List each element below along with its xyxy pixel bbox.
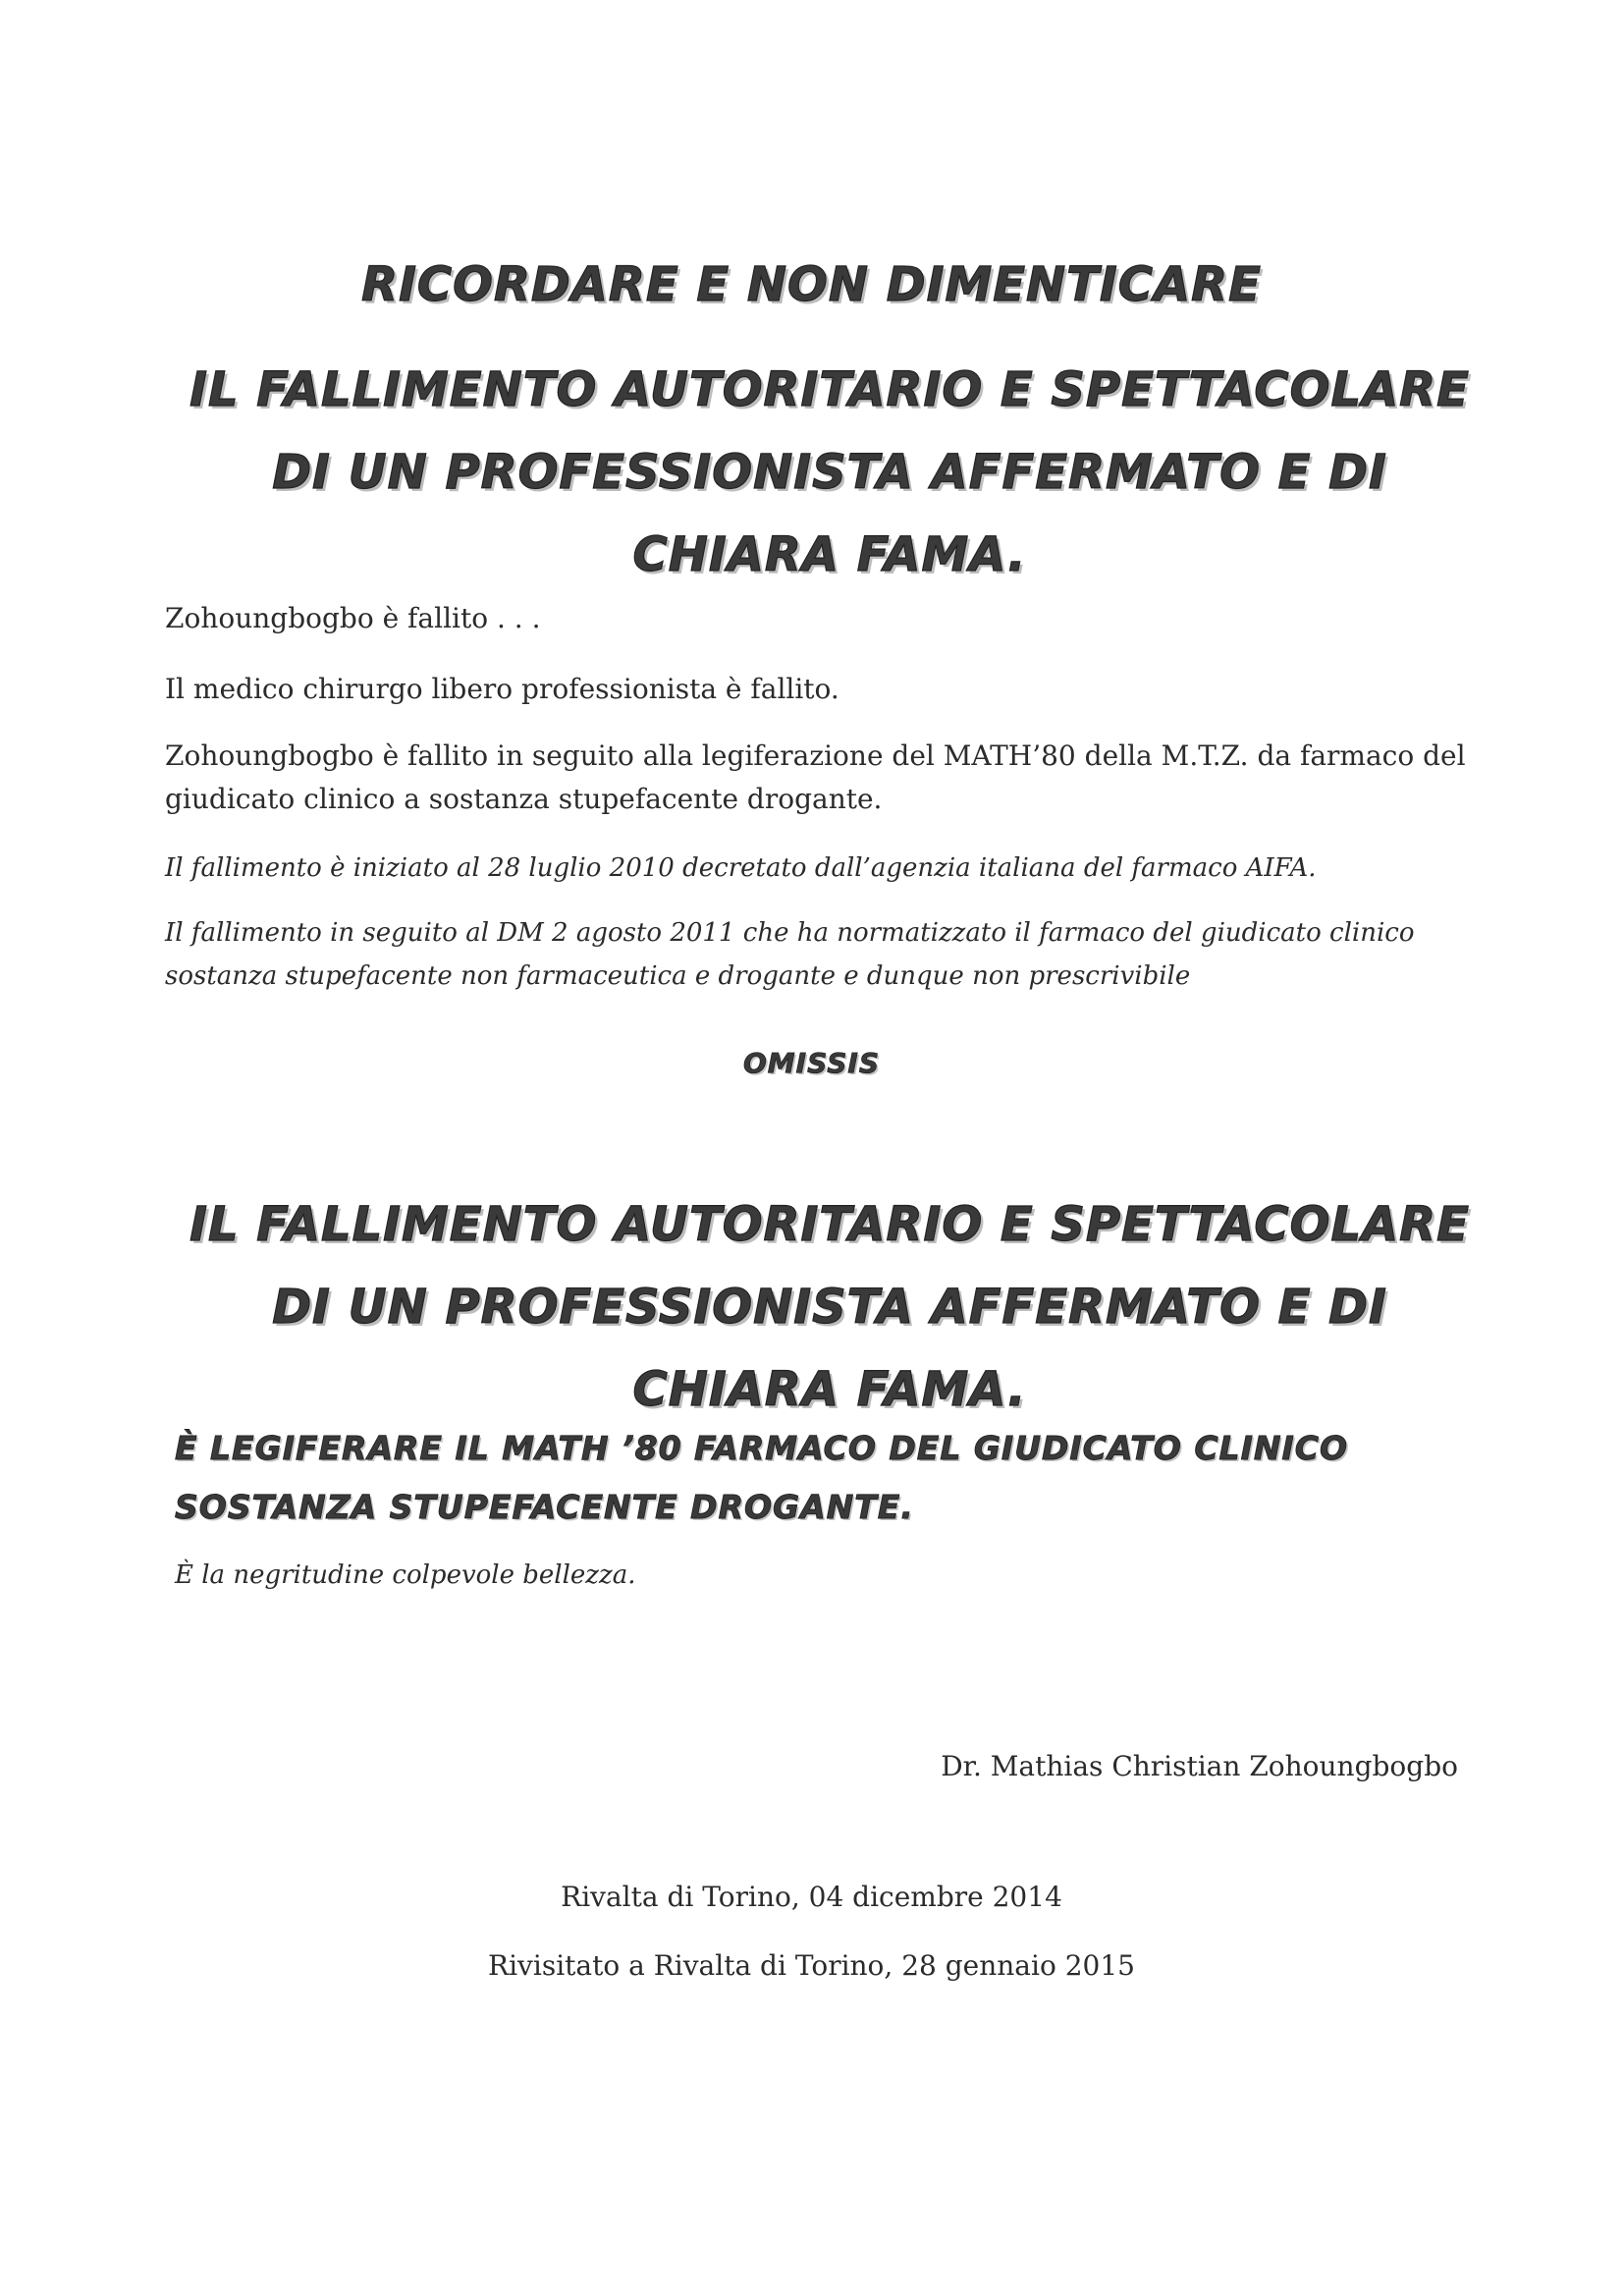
signature: Dr. Mathias Christian Zohoungbogbo xyxy=(941,1750,1458,1782)
paragraph-1: Zohoungbogbo è fallito . . . xyxy=(165,602,541,634)
paragraph-4: Il fallimento è iniziato al 28 luglio 2010 decretato dall’agenzia italiana del farmaco AIFA. xyxy=(165,853,1317,883)
omissis-label: OMISSIS xyxy=(742,1047,880,1079)
paragraph-2: Il medico chirurgo libero professionista è fallito. xyxy=(165,673,839,705)
subheading: È LEGIFERARE IL MATH ’80 FARMACO DEL GIUDICATO CLINICO SOSTANZA STUPEFACENTE DROGANTE. xyxy=(175,1429,1349,1526)
revision-date: Rivisitato a Rivalta di Torino, 28 gennaio 2015 xyxy=(488,1949,1135,1982)
paragraph-3: Zohoungbogbo è fallito in seguito alla legiferazione del MATH’80 della M.T.Z. da farmaco del giudicato clinico a sostanza stupefacente drogante. xyxy=(165,739,1466,815)
main-heading-bottom: IL FALLIMENTO AUTORITARIO E SPETTACOLARE DI UN PROFESSIONISTA AFFERMATO E DI CHIARA FAMA. xyxy=(189,1197,1470,1417)
paragraph-5: Il fallimento in seguito al DM 2 agosto 2011 che ha normatizzato il farmaco del giudicato clinico sostanza stupefacente non farmaceutica e drogante e dunque non prescrivibile xyxy=(165,918,1415,991)
main-heading-top: IL FALLIMENTO AUTORITARIO E SPETTACOLARE DI UN PROFESSIONISTA AFFERMATO E DI CHIARA FAMA. xyxy=(189,362,1470,582)
place-date: Rivalta di Torino, 04 dicembre 2014 xyxy=(561,1881,1062,1913)
document-title: RICORDARE E NON DIMENTICARE xyxy=(361,257,1262,312)
motto: È la negritudine colpevole bellezza. xyxy=(175,1560,636,1590)
